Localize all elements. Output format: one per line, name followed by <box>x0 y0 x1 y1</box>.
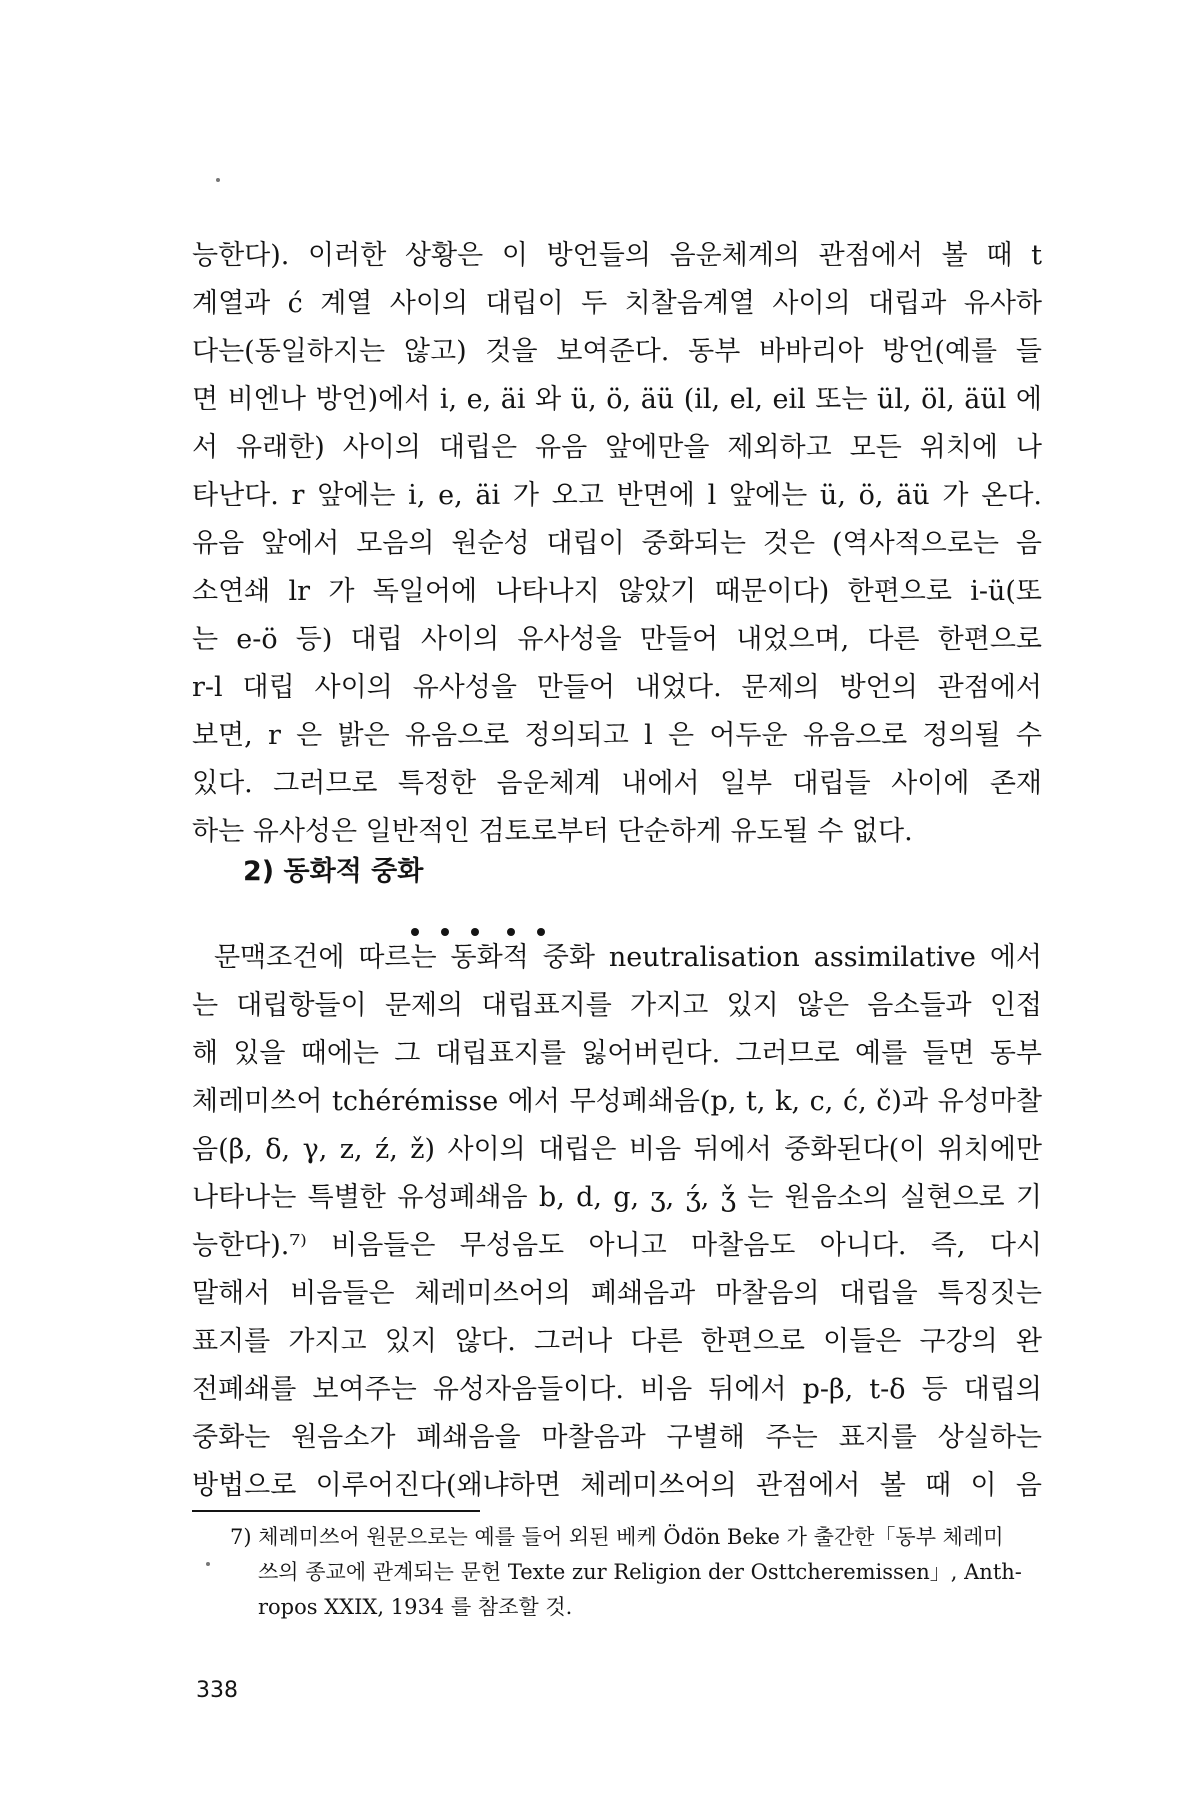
paragraph-line: 표지를 가지고 있지 않다. 그러나 다른 한편으로 이들은 구강의 완 <box>192 1326 1042 1357</box>
paragraph-line: 방법으로 이루어진다(왜냐하면 체레미쓰어의 관점에서 볼 때 이 음 <box>192 1470 1042 1501</box>
paragraph-line: 타난다. r 앞에는 i, e, äi 가 오고 반면에 l 앞에는 ü, ö, äü 가 온다. <box>192 480 1042 511</box>
paragraph-line: 말해서 비음들은 체레미쓰어의 폐쇄음과 마찰음의 대립을 특징짓는 <box>192 1278 1042 1309</box>
paragraph-line: 는 e-ö 등) 대립 사이의 유사성을 만들어 내었으며, 다른 한편으로 <box>192 624 1042 655</box>
page-number: 338 <box>196 1678 238 1703</box>
paragraph-line: 있다. 그러므로 특정한 음운체계 내에서 일부 대립들 사이에 존재 <box>192 768 1042 799</box>
emphasis-dot <box>471 928 479 936</box>
footnote-rule <box>192 1510 480 1512</box>
footnote-line: 쓰의 종교에 관계되는 문헌 Texte zur Religion der Osttcheremissen」, Anth- <box>258 1560 1022 1584</box>
paragraph-line: 유음 앞에서 모음의 원순성 대립이 중화되는 것은 (역사적으로는 음 <box>192 528 1042 559</box>
paragraph-line: r-l 대립 사이의 유사성을 만들어 내었다. 문제의 방언의 관점에서 <box>192 672 1042 703</box>
emphasis-dot <box>441 928 449 936</box>
footnote-line: ropos XXIX, 1934 를 참조할 것. <box>258 1595 573 1619</box>
paragraph-line: 서 유래한) 사이의 대립은 유음 앞에만을 제외하고 모든 위치에 나 <box>192 432 1042 463</box>
emphasis-dot <box>411 928 419 936</box>
emphasis-dot <box>537 928 545 936</box>
paragraph-line: 나타나는 특별한 유성폐쇄음 b, d, g, ʒ, ʒ́, ǯ 는 원음소의 실현으로 기 <box>192 1182 1042 1213</box>
scan-speck <box>216 178 220 182</box>
paragraph-line: 체레미쓰어 tchérémisse 에서 무성폐쇄음(p, t, k, c, ć, č)과 유성마찰 <box>192 1086 1042 1117</box>
footnote-line: 7) 체레미쓰어 원문으로는 예를 들어 외된 베케 Ödön Beke 가 출간한「동부 체레미 <box>230 1525 1004 1549</box>
paragraph-line: 문맥조건에 따르는 동화적 중화 neutralisation assimilative 에서 <box>214 942 1042 973</box>
paragraph-line: 다는(동일하지는 않고) 것을 보여준다. 동부 바바리아 방언(예를 들 <box>192 336 1042 367</box>
section-heading: 2) 동화적 중화 <box>243 856 424 887</box>
paragraph-line: 전폐쇄를 보여주는 유성자음들이다. 비음 뒤에서 p-β, t-δ 등 대립의 <box>192 1374 1042 1405</box>
paragraph-line: 는 대립항들이 문제의 대립표지를 가지고 있지 않은 음소들과 인접 <box>192 990 1042 1021</box>
paragraph-line: 계열과 ć 계열 사이의 대립이 두 치찰음계열 사이의 대립과 유사하 <box>192 288 1042 319</box>
emphasis-dot <box>507 928 515 936</box>
paragraph-line: 소연쇄 lr 가 독일어에 나타나지 않았기 때문이다) 한편으로 i-ü(또 <box>192 576 1042 607</box>
paragraph-line: 하는 유사성은 일반적인 검토로부터 단순하게 유도될 수 없다. <box>192 816 913 847</box>
paragraph-line: 면 비엔나 방언)에서 i, e, äi 와 ü, ö, äü (il, el, eil 또는 ül, öl, äül 에 <box>192 384 1042 415</box>
paragraph-line: 능한다).⁷⁾ 비음들은 무성음도 아니고 마찰음도 아니다. 즉, 다시 <box>192 1230 1042 1261</box>
paragraph-line: 중화는 원음소가 폐쇄음을 마찰음과 구별해 주는 표지를 상실하는 <box>192 1422 1042 1453</box>
paragraph-line: 음(β, δ, γ, z, ź, ž) 사이의 대립은 비음 뒤에서 중화된다(이 위치에만 <box>192 1134 1042 1165</box>
paragraph-line: 해 있을 때에는 그 대립표지를 잃어버린다. 그러므로 예를 들면 동부 <box>192 1038 1042 1069</box>
paragraph-line: 능한다). 이러한 상황은 이 방언들의 음운체계의 관점에서 볼 때 t <box>192 240 1042 271</box>
scan-speck <box>206 1562 210 1566</box>
paragraph-line: 보면, r 은 밝은 유음으로 정의되고 l 은 어두운 유음으로 정의될 수 <box>192 720 1042 751</box>
